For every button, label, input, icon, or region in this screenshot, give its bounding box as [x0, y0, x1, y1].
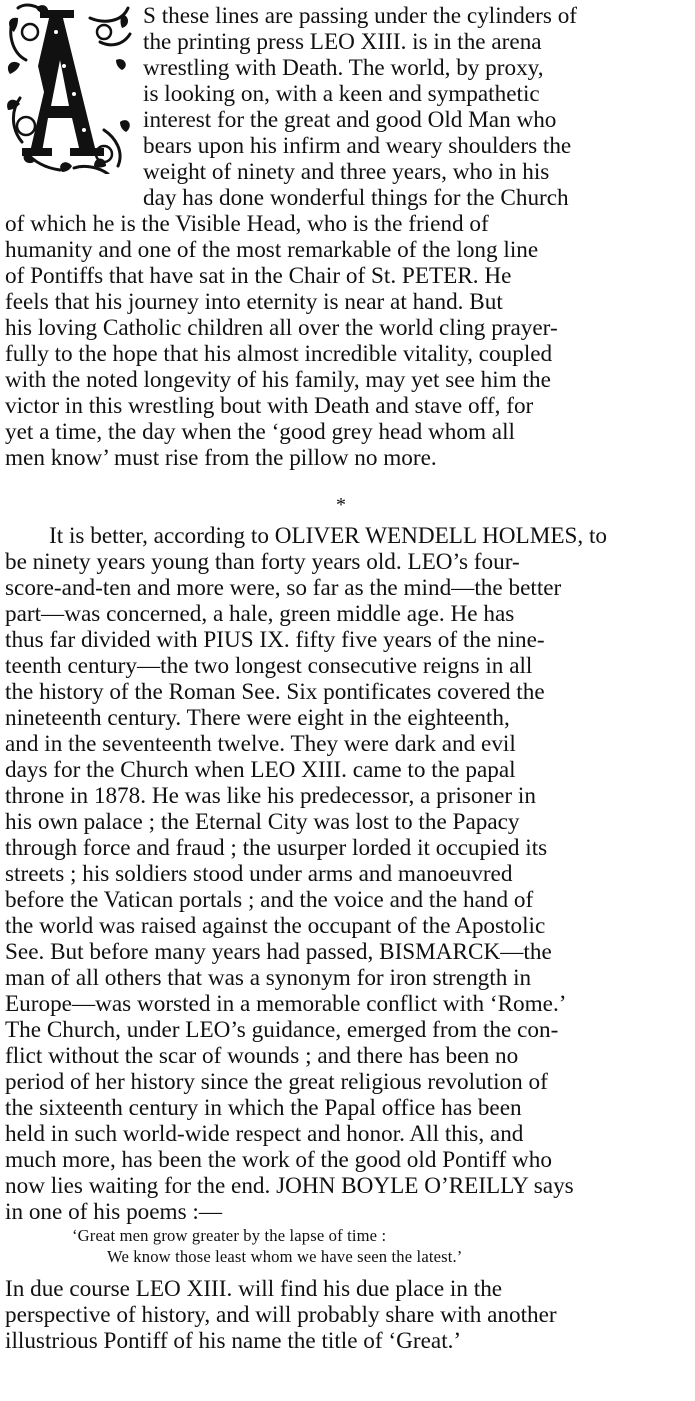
text-line: period of her history since the great religious revolution of	[5, 1069, 548, 1095]
text-line: the world was raised against the occupant of the Apostolic	[5, 913, 546, 939]
text-line: through force and fraud ; the usurper lorded it occupied its	[5, 835, 548, 861]
text-line: much more, has been the work of the good old Pontiff who	[5, 1147, 552, 1173]
ornamental-dropcap-a	[4, 2, 132, 174]
text-line: illustrious Pontiff of his name the title of ‘Great.’	[5, 1328, 462, 1354]
text-line: weight of ninety and three years, who in his	[143, 159, 550, 185]
text-line: wrestling with Death. The world, by proxy,	[143, 55, 544, 81]
text-line: score-and-ten and more were, so far as the mind—the better	[5, 575, 562, 601]
section-separator: *	[336, 494, 346, 516]
text-line: interest for the great and good Old Man who	[143, 107, 557, 133]
text-line: The Church, under LEO’s guidance, emerged from the con-	[5, 1017, 559, 1043]
text-line: the sixteenth century in which the Papal office has been	[5, 1095, 522, 1121]
text-line: men know’ must rise from the pillow no more.	[5, 445, 437, 471]
text-line: in one of his poems :—	[5, 1199, 223, 1225]
text-line: In due course LEO XIII. will find his due place in the	[5, 1276, 503, 1302]
text-line: See. But before many years had passed, BISMARCK—the	[5, 939, 552, 965]
text-line: the history of the Roman See. Six pontificates covered the	[5, 679, 545, 705]
text-line: day has done wonderful things for the Church	[143, 185, 569, 211]
text-line: the printing press LEO XIII. is in the arena	[143, 29, 542, 55]
text-line: before the Vatican portals ; and the voice and the hand of	[5, 887, 534, 913]
text-line: of Pontiffs that have sat in the Chair of St. PETER. He	[5, 263, 512, 289]
text-line: teenth century—the two longest consecutive reigns in all	[5, 653, 533, 679]
text-line: S these lines are passing under the cylinders of	[143, 3, 578, 29]
quotation-line: We know those least whom we have seen the latest.’	[107, 1247, 463, 1266]
text-line: thus far divided with PIUS IX. fifty five years of the nine-	[5, 627, 545, 653]
text-line: and in the seventeenth twelve. They were dark and evil	[5, 731, 516, 757]
quotation-line: ‘Great men grow greater by the lapse of time :	[72, 1226, 387, 1245]
text-line: held in such world-wide respect and honor. All this, and	[5, 1121, 524, 1147]
text-line: yet a time, the day when the ‘good grey head whom all	[5, 419, 515, 445]
text-line: feels that his journey into eternity is near at hand. But	[5, 289, 503, 315]
text-line: Europe—was worsted in a memorable conflict with ‘Rome.’	[5, 991, 567, 1017]
text-line: bears upon his infirm and weary shoulders the	[143, 133, 572, 159]
text-line: man of all others that was a synonym for iron strength in	[5, 965, 532, 991]
text-line: part—was concerned, a hale, green middle age. He has	[5, 601, 515, 627]
text-line: is looking on, with a keen and sympathetic	[143, 81, 540, 107]
text-line: streets ; his soldiers stood under arms and manoeuvred	[5, 861, 513, 887]
text-line: days for the Church when LEO XIII. came to the papal	[5, 757, 516, 783]
text-line: It is better, according to OLIVER WENDELL HOLMES, to	[49, 523, 608, 549]
text-line: humanity and one of the most remarkable of the long line	[5, 237, 539, 263]
text-line: victor in this wrestling bout with Death and stave off, for	[5, 393, 534, 419]
text-line: with the noted longevity of his family, may yet see him the	[5, 367, 551, 393]
text-line: fully to the hope that his almost incredible vitality, coupled	[5, 341, 553, 367]
text-line: of which he is the Visible Head, who is the friend of	[5, 211, 489, 237]
text-line: be ninety years young than forty years old. LEO’s four-	[5, 549, 520, 575]
text-line: flict without the scar of wounds ; and there has been no	[5, 1043, 519, 1069]
text-line: nineteenth century. There were eight in the eighteenth,	[5, 705, 510, 731]
text-line: now lies waiting for the end. JOHN BOYLE O’REILLY says	[5, 1173, 574, 1199]
text-line: his own palace ; the Eternal City was lost to the Papacy	[5, 809, 520, 835]
text-line: his loving Catholic children all over the world cling prayer-	[5, 315, 558, 341]
text-line: perspective of history, and will probably share with another	[5, 1302, 557, 1328]
text-line: throne in 1878. He was like his predecessor, a prisoner in	[5, 783, 536, 809]
